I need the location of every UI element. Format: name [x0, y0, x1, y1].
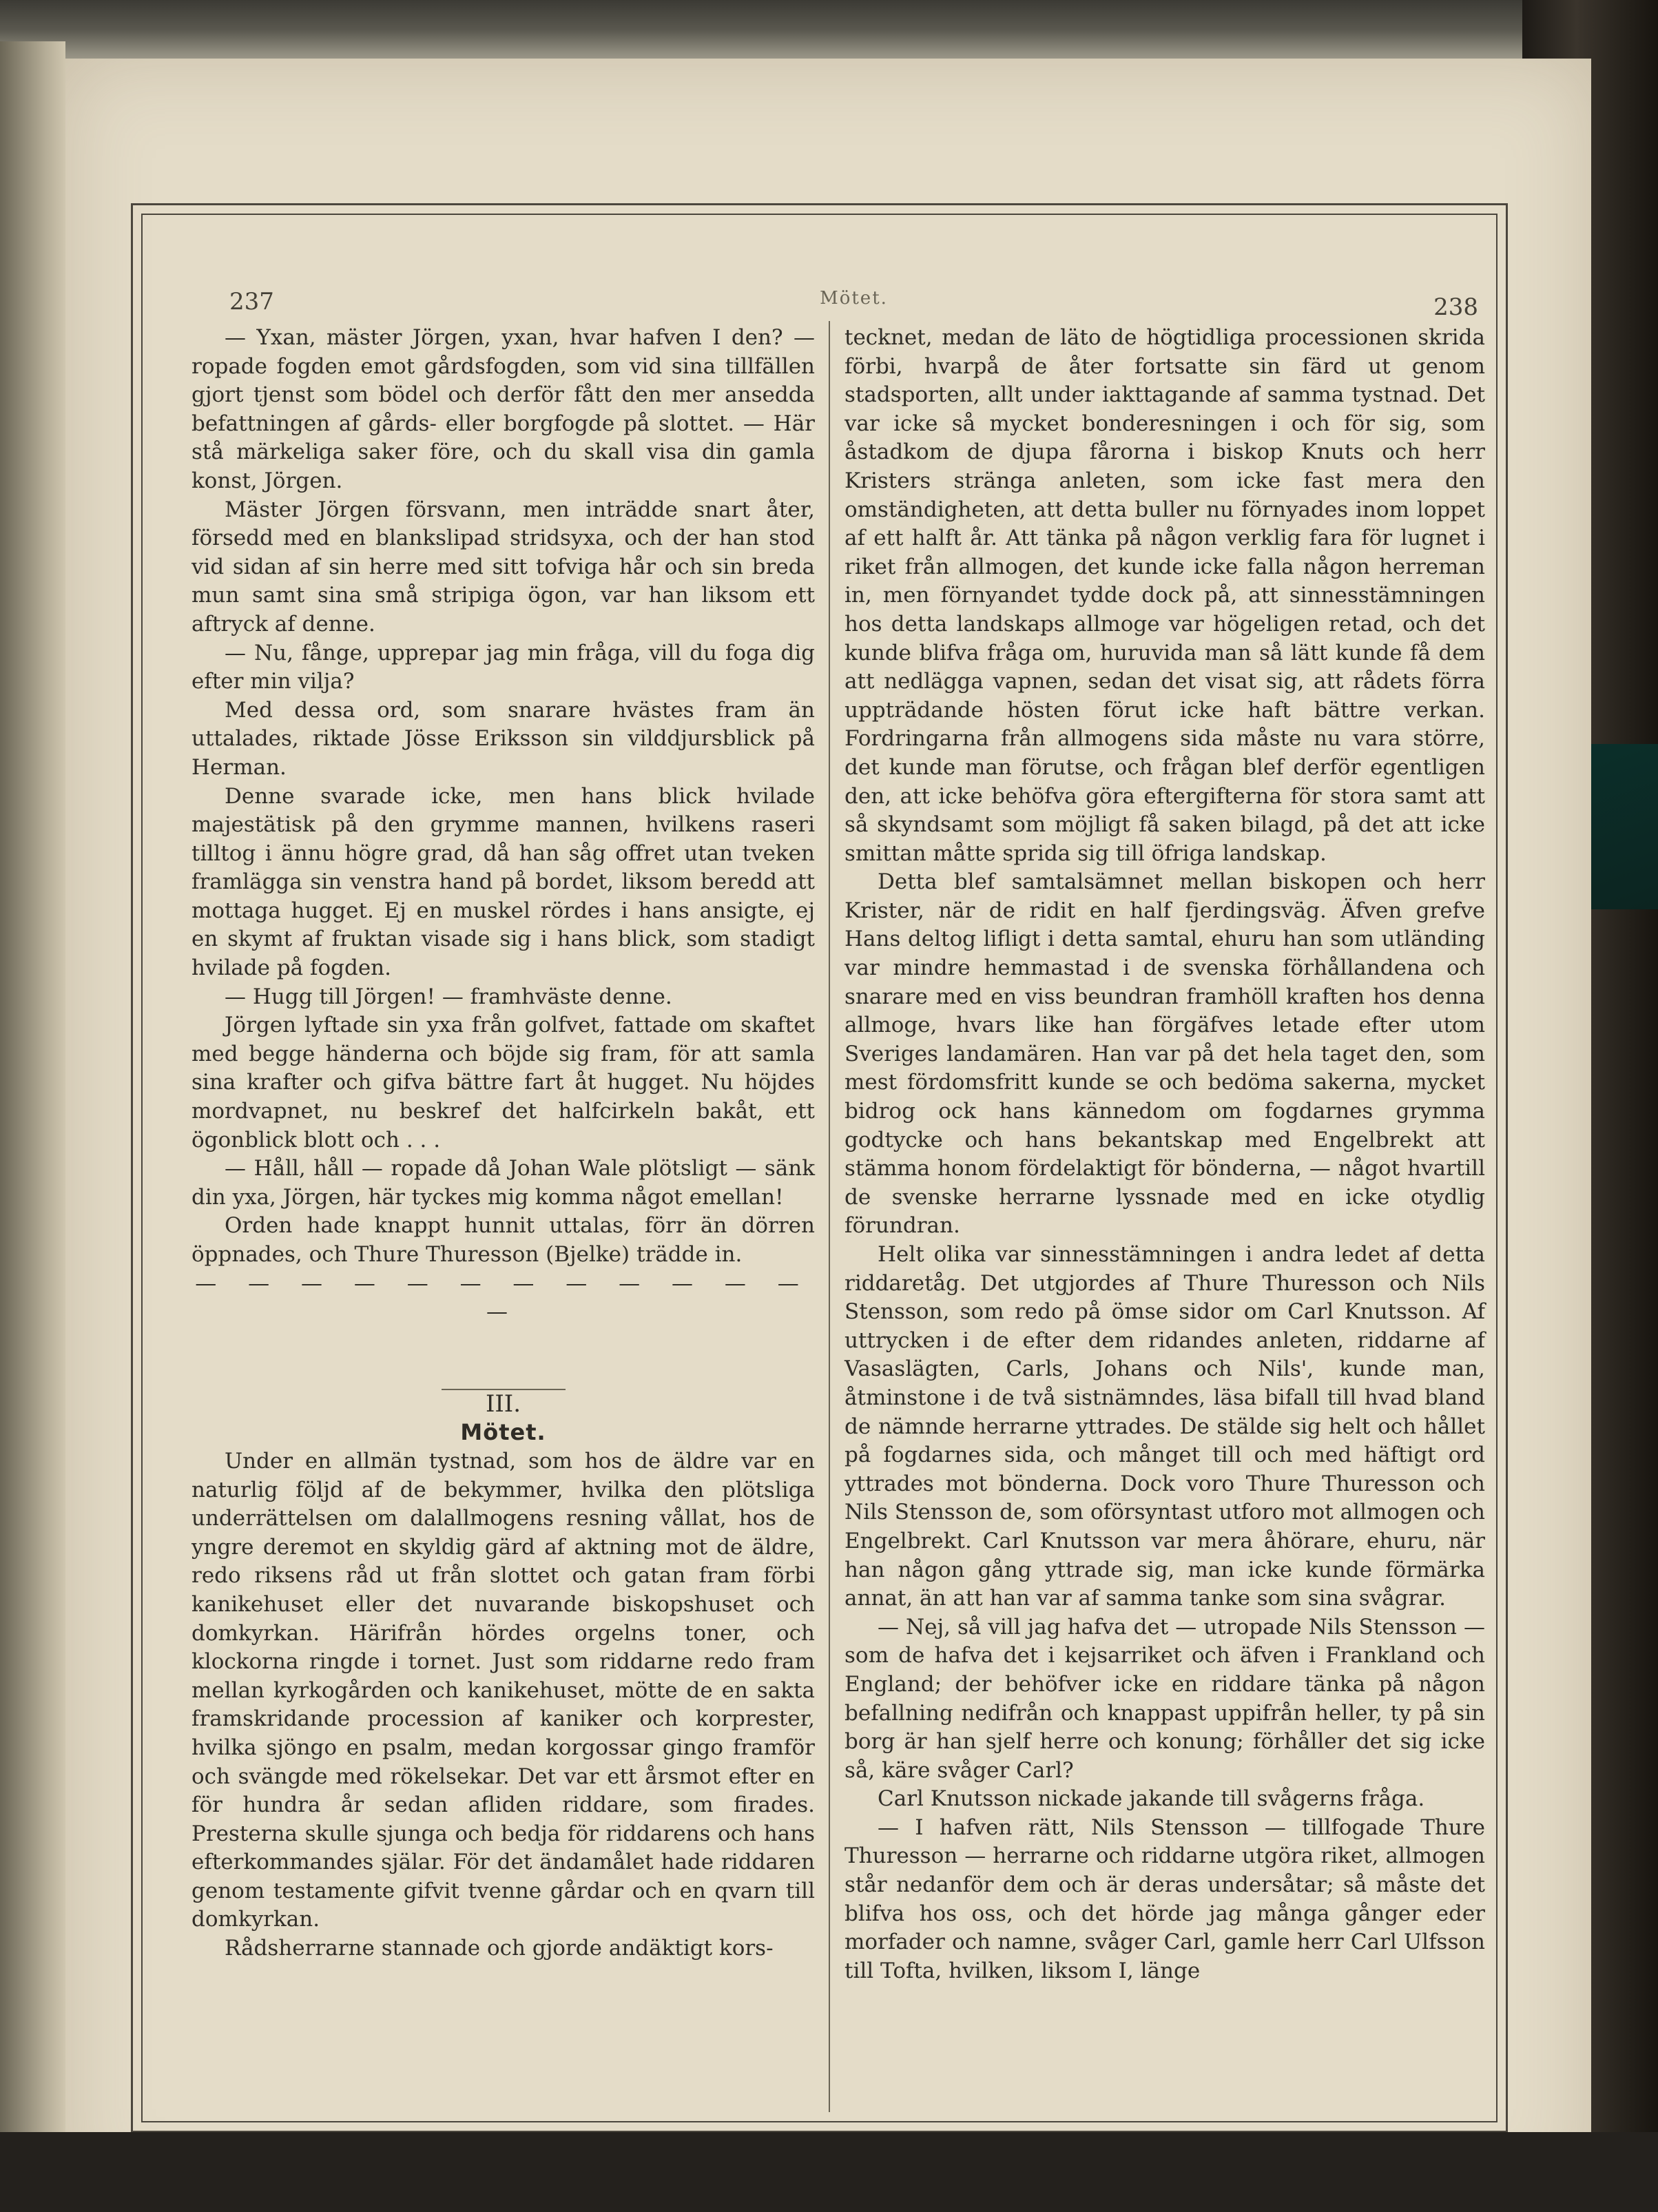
- paragraph: — Yxan, mäster Jörgen, yxan, hvar hafven I den? — ropade fogden emot gårdsfogden, som vid sina tillfällen gjort tjenst som bödel och derför fått den mer ansedda befattningen af gårds- eller borgfogde på slottet. — Här stå märkeliga saker före, och du skall visa din gamla konst, Jörgen.: [191, 325, 815, 493]
- paragraph: Denne svarade icke, men hans blick hvilade majestätisk på den grymme mannen, hvilkens raseri tilltog i ännu högre grad, då han såg offret utan tveken framlägga sin venstra hand på bordet, liksom beredd att mottaga hugget. Ej en muskel rördes i hans ansigte, ej en skymt af fruktan visade sig i hans blick, som stadigt hvilade på fogden.: [191, 783, 815, 981]
- paragraph: Mäster Jörgen försvann, men inträdde snart åter, försedd med en blankslipad stridsyxa, och der han stod vid sidan af sin herre med sitt tofviga hår och sin breda mun samt sina små stripiga ögon, var han liksom ett aftryck af denne.: [191, 497, 815, 637]
- paragraph: Rådsherrarne stannade och gjorde andäktigt kors-: [225, 1936, 774, 1961]
- left-page-edge: [0, 41, 65, 2212]
- book-page: [65, 59, 1591, 2208]
- paragraph: Detta blef samtalsämnet mellan biskopen och herr Krister, när de ridit en half fjerdingsväg. Äfven grefve Hans deltog lifligt i detta samtal, ehuru han som utländing var mindre hemmastad i de svenska förhållandena och snarare med en viss beundran framhöll kraften hos denna allmoge, hvars like han förgäfves letade efter utom Sveriges landamären. Han var på det hela taget den, som mest fördomsfritt kunde se och bedöma sakerna, mycket bidrog ock hans kännedom om fogdarnes grymma godtycke och hans bekantskap med Engelbrekt att stämma honom fördelaktigt för bönderna, — något hvartill de svenske herrarne lyssnade med en icke otydlig förundran.: [844, 869, 1485, 1239]
- background-object: [1584, 744, 1658, 909]
- paragraph: — Nu, fånge, upprepar jag min fråga, vill du foga dig efter min vilja?: [191, 640, 815, 694]
- paragraph: — Håll, håll — ropade då Johan Wale plötsligt — sänk din yxa, Jörgen, här tyckes mig komma något emellan!: [191, 1156, 815, 1210]
- paragraph: — I hafven rätt, Nils Stensson — tillfogade Thure Thuresson — herrarne och riddarne utgöra riket, allmogen står nedanför dem och är deras undersåtar; så måste det blifva hos oss, och det hörde jag många gånger eder morfader och namne, svåger Carl, gamle herr Carl Ulfsson till Tofta, hvilken, liksom I, länge: [844, 1815, 1485, 1983]
- paragraph: tecknet, medan de läto de högtidliga processionen skrida förbi, hvarpå de åter fortsatte sin färd ut genom stadsporten, allt under iakttagande af samma tystnad. Det var icke så mycket bonderesningen i och för sig, som åstadkom de djupa fårorna i biskop Knuts och herr Kristers stränga anleten, som icke fast mera den omständigheten, att detta buller nu förnyades inom loppet af ett halft år. Att tänka på någon verklig fara för lugnet i riket från allmogen, det kunde icke falla någon herreman in, men förnyandet tydde dock på, att sinnesstämningen hos detta landskaps allmoge var högeligen retad, och det kunde blifva fråga om, huruvida man så lätt kunde få dem att nedlägga vapnen, sedan det visat sig, att rådets förra uppträdande hösten förut icke haft bättre verkan. Fordringarna från allmogens sida måste nu vara större, det kunde man förutse, och frågan blef derför egentligen den, att icke behöfva göra eftergifterna för stora samt att så skyndsamt som möjligt få saken bilagd, på det att icke smittan måtte sprida sig till öfriga landskap.: [844, 325, 1485, 866]
- paragraph: Orden hade knappt hunnit uttalas, förr än dörren öppnades, och Thure Thuresson (Bjelke) trädde in.: [191, 1213, 815, 1267]
- paragraph: Med dessa ord, som snarare hvästes fram än uttalades, riktade Jösse Eriksson sin vilddjursblick på Herman.: [191, 697, 815, 780]
- left-column: [191, 324, 815, 1963]
- right-column: [844, 324, 1485, 1985]
- page-border: [131, 203, 1508, 2133]
- paragraph: Jörgen lyftade sin yxa från golfvet, fattade om skaftet med begge händerna och böjde sig fram, för att samla sina krafter och gifva bättre fart åt hugget. Nu höjdes mordvapnet, nu beskref det halfcirkeln bakåt, ett ögonblick blott och . . .: [191, 1013, 815, 1152]
- paragraph: Under en allmän tystnad, som hos de äldre var en naturlig följd af de bekymmer, hvilka den plötsliga underrättelsen om dalallmogens resning vållat, hos de yngre deremot en skyldig gärd af aktning mot de äldre, redo riksens råd ut från slottet och gatan fram förbi kanikehuset eller det nuvarande biskopshuset och domkyrkan. Härifrån hördes orgelns toner, och klockorna ringde i tornet. Just som riddarne redo fram mellan kyrkogården och kanikehuset, mötte de en sakta framskridande procession af kaniker och korprester, hvilka sjöngo en psalm, medan korgossar gingo framför och svängde med rökelsekar. Det var ett årsmot efter en för hundra år sedan afliden riddare, som firades. Presterna skulle sjunga och bedja för riddarens och hans efterkommandes själar. För det ändamålet hade riddaren genom testamente gifvit tvenne gårdar och en qvarn till domkyrkan.: [191, 1448, 815, 1932]
- column-divider: [829, 321, 830, 2112]
- chapter-number: III.: [485, 1389, 521, 1418]
- right-page-number: 238: [1433, 293, 1478, 321]
- paragraph: — Hugg till Jörgen! — framhväste denne.: [225, 984, 672, 1009]
- running-title: Mötet.: [820, 288, 888, 309]
- page-header: [229, 288, 1478, 329]
- left-page-number: 237: [229, 288, 274, 316]
- paragraph: Carl Knutsson nickade jakande till svågerns fråga.: [878, 1786, 1425, 1812]
- paragraph: — Nej, så vill jag hafva det — utropade Nils Stensson — som de hafva det i kejsarriket och äfven i Frankland och England; der behöfver icke en riddare tänka på någon befallning nedifrån och knappast uppifrån heller, ty på sin borg är han sjelf herre och konung; förhåller det sig icke så, käre svåger Carl?: [844, 1614, 1485, 1783]
- chapter-title: Mötet.: [460, 1419, 546, 1446]
- dash-separator: — — — — — — — — — — — — —: [195, 1270, 811, 1325]
- paragraph: Helt olika var sinnesstämningen i andra ledet af detta riddaretåg. Det utgjordes af Thure Thuresson och Nils Stensson, som redo på ömse sidor om Carl Knutsson. Af uttrycken i de efter dem ridandes anleten, riddarne af Vasaslägten, Carls, Johans och Nils', kunde man, åtminstone i de två sistnämndes, läsa bifall till hvad bland de nämnde herrarne yttrades. De stälde sig helt och hållet på fogdarnes sida, och månget till och med häftigt ord yttrades mot bönderna. Dock voro Thure Thuresson och Nils Stensson de, som oförsyntast utforo mot allmogen och Engelbrekt. Carl Knutsson var mera åhörare, ehuru, när han någon gång yttrade sig, man icke kunde förmärka annat, än att han var af samma tanke som sina svågrar.: [844, 1242, 1485, 1611]
- background-surface: [0, 2132, 1658, 2212]
